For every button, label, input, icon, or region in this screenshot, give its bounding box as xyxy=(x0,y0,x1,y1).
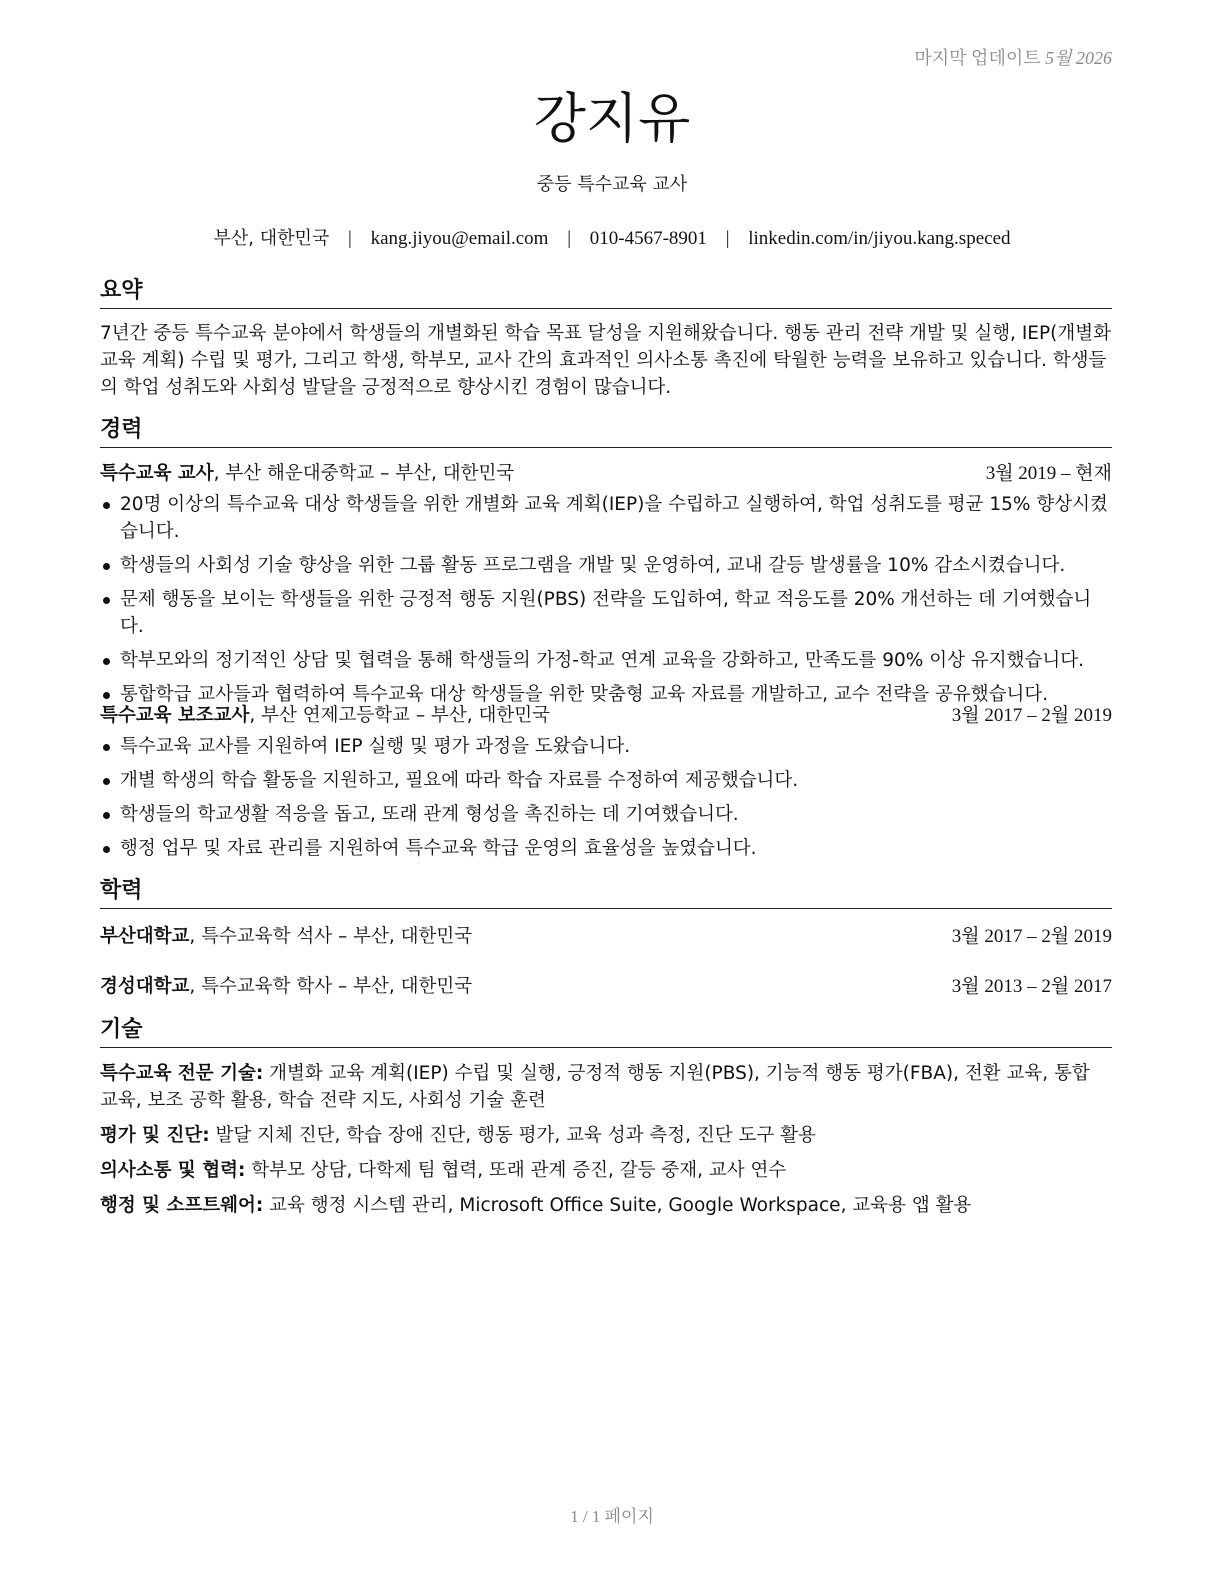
list-item: 학부모와의 정기적인 상담 및 협력을 통해 학생들의 가정-학교 연계 교육을 강화하고, 만족도를 90% 이상 유지했습니다. xyxy=(100,647,1112,674)
job-entry xyxy=(100,702,1112,869)
job-position: 특수교육 교사 xyxy=(100,463,214,484)
education-dates: 3월 2013 – 2월 2017 xyxy=(951,976,1112,997)
job-title-line xyxy=(100,460,514,487)
summary-text: 7년간 중등 특수교육 분야에서 학생들의 개별화된 학습 목표 달성을 지원해왔습니다. 행동 관리 전략 개발 및 실행, IEP(개별화 교육 계획) 수립 및 평가, 그리고 학생, 학부모, 교사 간의 효과적인 의사소통 촉진에 탁월한 능력을 보유하고 있습니다. 학생들의 학업 성취도와 사회성 발달을 긍정적으로 향상시킨 경험이 많습니다. xyxy=(100,323,1111,398)
education-entry xyxy=(100,923,1112,950)
skill-item xyxy=(100,1192,1112,1219)
education-entry xyxy=(100,973,1112,1000)
education-school: 경성대학교 xyxy=(100,976,190,997)
skill-text: 개별화 교육 계획(IEP) 수립 및 실행, 긍정적 행동 지원(PBS), 기능적 행동 평가(FBA), 전환 교육, 통합 교육, 보조 공학 활용, 학습 전략 지도, 사회성 기술 훈련 xyxy=(100,1063,1090,1111)
skill-label: 특수교육 전문 기술: xyxy=(100,1063,264,1084)
page-number: 1 / 1 페이지 xyxy=(570,1507,654,1526)
list-item: 문제 행동을 보이는 학생들을 위한 긍정적 행동 지원(PBS) 전략을 도입하여, 학교 적응도를 20% 개선하는 데 기여했습니다. xyxy=(100,586,1112,640)
section-title-education: 학력 xyxy=(100,876,1112,909)
education-detail: , 특수교육학 석사 – 부산, 대한민국 xyxy=(189,926,473,947)
job-position: 특수교육 보조교사 xyxy=(100,705,250,726)
resume-role: 중등 특수교육 교사 xyxy=(536,174,688,195)
job-bullets xyxy=(100,733,1112,862)
contact-phone[interactable]: 010-4567-8901 xyxy=(589,228,707,249)
job-title-line xyxy=(100,702,550,729)
contact-separator: | xyxy=(725,228,730,249)
last-updated-label: 마지막 업데이트 xyxy=(914,48,1041,68)
section-title-skills: 기술 xyxy=(100,1015,1112,1048)
job-entry xyxy=(100,460,1112,715)
job-org: , 부산 연제고등학교 – 부산, 대한민국 xyxy=(249,705,551,726)
last-updated-year: 2026 xyxy=(1076,48,1112,68)
skill-item xyxy=(100,1157,1112,1184)
list-item: 통합학급 교사들과 협력하여 특수교육 대상 학생들을 위한 맞춤형 교육 자료를 개발하고, 교수 전략을 공유했습니다. xyxy=(100,681,1112,708)
education-line xyxy=(100,973,472,1000)
education-detail: , 특수교육학 학사 – 부산, 대한민국 xyxy=(189,976,473,997)
skill-text: 교육 행정 시스템 관리, Microsoft Office Suite, Google Workspace, 교육용 앱 활용 xyxy=(263,1195,972,1216)
education-school: 부산대학교 xyxy=(100,926,190,947)
last-updated xyxy=(914,44,1112,70)
contact-location: 부산, 대한민국 xyxy=(213,228,330,249)
list-item: 학생들의 학교생활 적응을 돕고, 또래 관계 형성을 촉진하는 데 기여했습니다. xyxy=(100,801,1112,828)
skill-text: 발달 지체 진단, 학습 장애 진단, 행동 평가, 교육 성과 측정, 진단 도구 활용 xyxy=(209,1125,816,1146)
list-item: 행정 업무 및 자료 관리를 지원하여 특수교육 학급 운영의 효율성을 높였습니다. xyxy=(100,835,1112,862)
contact-separator: | xyxy=(567,228,572,249)
education-dates: 3월 2017 – 2월 2019 xyxy=(951,926,1112,947)
education-header xyxy=(100,973,1112,1000)
resume-name: 강지유 xyxy=(533,87,691,150)
job-dates: 3월 2017 – 2월 2019 xyxy=(951,705,1112,726)
section-title-summary: 요약 xyxy=(100,276,1112,309)
job-header xyxy=(100,460,1112,487)
list-item: 특수교육 교사를 지원하여 IEP 실행 및 평가 과정을 도왔습니다. xyxy=(100,733,1112,760)
list-item: 20명 이상의 특수교육 대상 학생들을 위한 개별화 교육 계획(IEP)을 수립하고 실행하여, 학업 성취도를 평균 15% 향상시켰습니다. xyxy=(100,491,1112,545)
contact-email[interactable]: kang.jiyou@email.com xyxy=(370,228,549,249)
list-item: 개별 학생의 학습 활동을 지원하고, 필요에 따라 학습 자료를 수정하여 제공했습니다. xyxy=(100,767,1112,794)
skill-item xyxy=(100,1122,1112,1149)
contact-line xyxy=(0,224,1224,250)
last-updated-month: 5월 xyxy=(1045,48,1072,68)
skill-label: 행정 및 소프트웨어: xyxy=(100,1195,264,1216)
contact-linkedin[interactable]: linkedin.com/in/jiyou.kang.speced xyxy=(748,228,1011,249)
job-dates: 3월 2019 – 현재 xyxy=(985,463,1112,484)
job-header xyxy=(100,702,1112,729)
section-title-experience: 경력 xyxy=(100,415,1112,448)
list-item: 학생들의 사회성 기술 향상을 위한 그룹 활동 프로그램을 개발 및 운영하여, 교내 갈등 발생률을 10% 감소시켰습니다. xyxy=(100,552,1112,579)
job-bullets xyxy=(100,491,1112,708)
skill-label: 의사소통 및 협력: xyxy=(100,1160,246,1181)
job-org: , 부산 해운대중학교 – 부산, 대한민국 xyxy=(213,463,515,484)
skill-text: 학부모 상담, 다학제 팀 협력, 또래 관계 증진, 갈등 중재, 교사 연수 xyxy=(245,1160,787,1181)
skill-item xyxy=(100,1060,1112,1114)
education-line xyxy=(100,923,472,950)
education-header xyxy=(100,923,1112,950)
skills-list xyxy=(100,1060,1112,1227)
contact-separator: | xyxy=(348,228,352,249)
skill-label: 평가 및 진단: xyxy=(100,1125,210,1146)
